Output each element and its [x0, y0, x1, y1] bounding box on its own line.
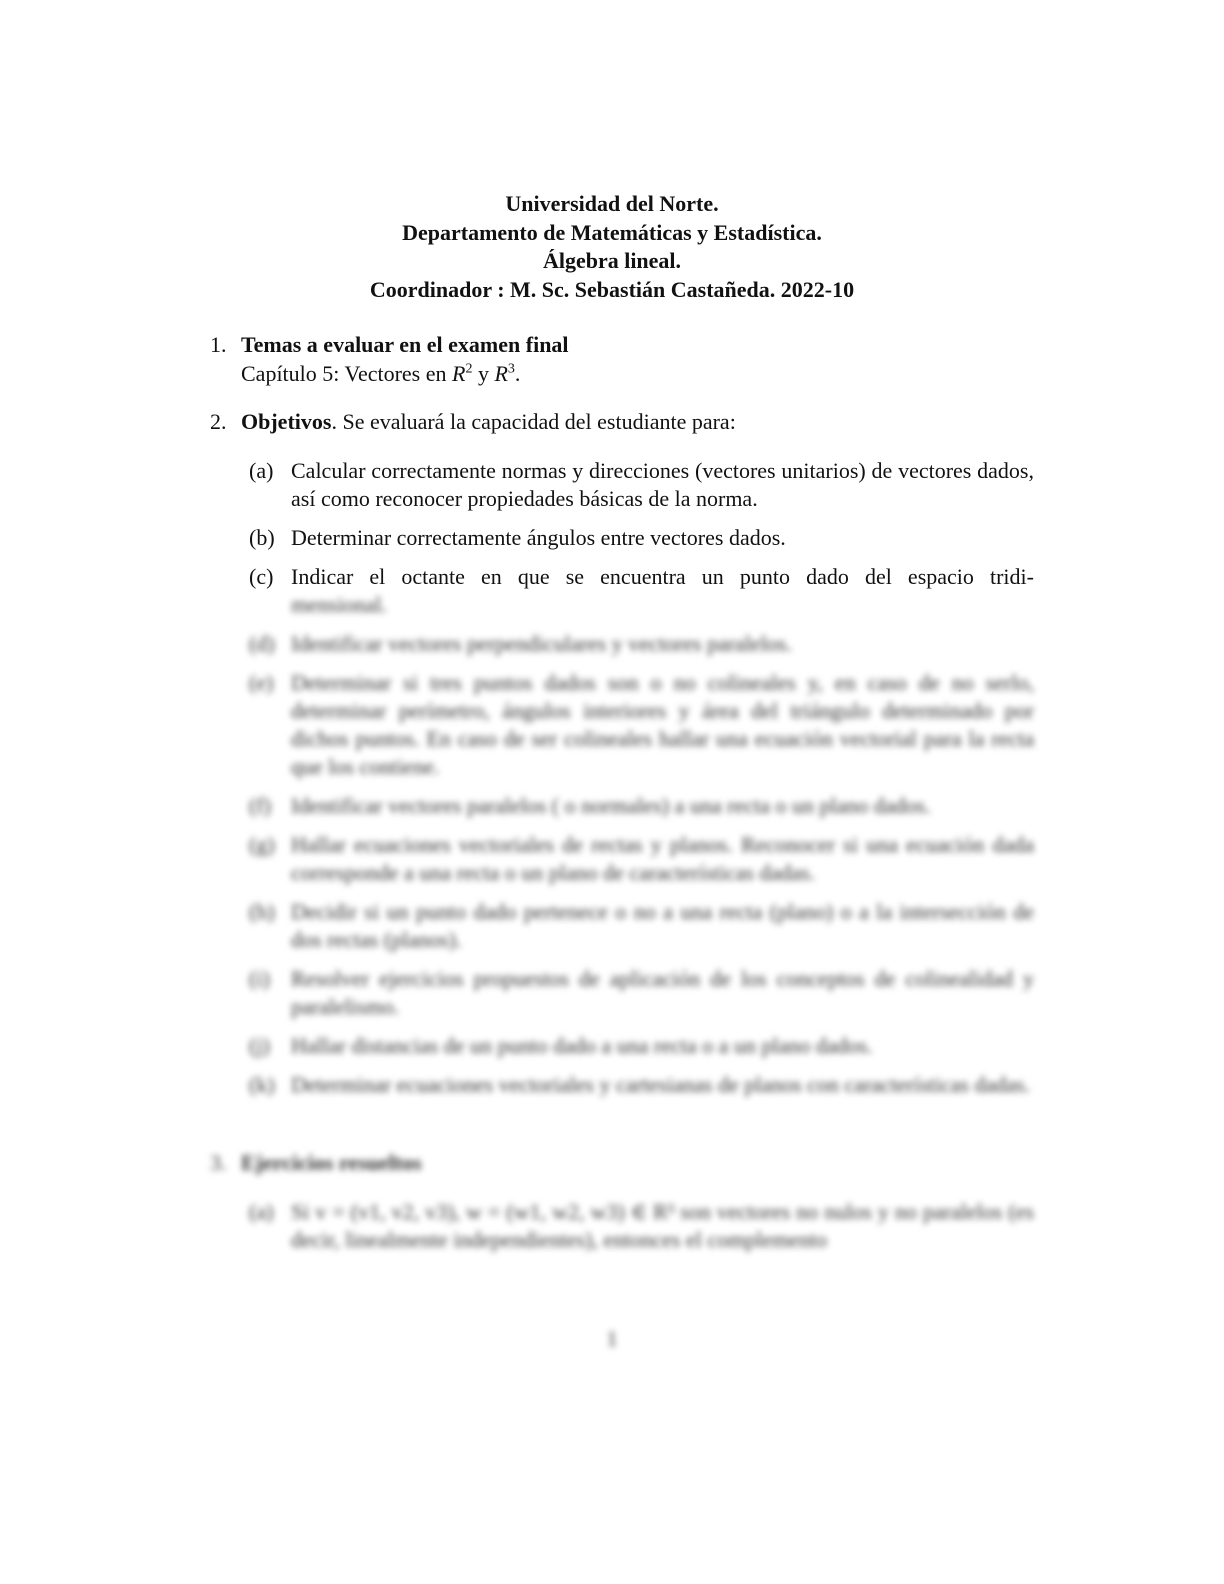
- item-text: Resolver ejercicios propuestos de aplicación de los conceptos de colinealidad y paralelismo.: [291, 965, 1034, 1019]
- item-text: Identificar vectores paralelos ( o normales) a una recta o un plano dados.: [291, 792, 931, 818]
- exponent: 2: [465, 361, 473, 377]
- item-text: Si v = (v1, v2, v3), w = (w1, w2, w3) ∈ R³ son vectores no nulos y no paralelos (es decir, linealmente independientes), entonces el complemento: [291, 1198, 1034, 1252]
- objective-item: [250, 831, 1034, 887]
- objective-item: [250, 1032, 1034, 1060]
- department-name: Departamento de Matemáticas y Estadística.: [402, 219, 822, 245]
- objective-item: [250, 630, 1034, 658]
- objective-item: [250, 524, 1034, 552]
- course-name: Álgebra lineal.: [542, 248, 682, 273]
- coordinator-line: Coordinador : M. Sc. Sebastián Castañeda. 2022-10: [369, 276, 855, 302]
- item-text: mensional.: [291, 591, 387, 617]
- r-symbol: R: [494, 360, 508, 386]
- section-topics: [210, 331, 1034, 388]
- item-text: Determinar ecuaciones vectoriales y cartesianas de planos con características dadas.: [291, 1071, 1031, 1097]
- objective-item: [250, 1071, 1034, 1099]
- document-header: [0, 190, 1224, 304]
- item-text: Calcular correctamente normas y direcciones (vectores unitarios) de vectores dados, así como reconocer propiedades básicas de la norma.: [291, 457, 1034, 511]
- item-text: Hallar distancias de un punto dado a una recta o a un plano dados.: [291, 1032, 873, 1058]
- objective-item: [250, 457, 1034, 513]
- item-label: (i): [249, 965, 270, 991]
- item-label: (f): [249, 792, 271, 818]
- objective-item: [250, 898, 1034, 954]
- item-label: (h): [249, 898, 275, 924]
- item-text: Identificar vectores perpendiculares y vectores paralelos.: [291, 630, 792, 656]
- item-text: Determinar correctamente ángulos entre vectores dados.: [291, 524, 786, 550]
- section-solved-exercises: [210, 1149, 1034, 1265]
- item-label: (b): [249, 524, 275, 550]
- chapter-text: Capítulo 5: Vectores en: [241, 360, 452, 386]
- item-text: Determinar si tres puntos dados son o no colineales y, en caso de no serlo, determinar perímetro, ángulos interiores y área del triángulo determinado por dichos puntos. En caso de ser colineales hallar una ecuación vectorial para la recta que los contiene.: [291, 669, 1034, 779]
- item-label: (g): [249, 831, 275, 857]
- section-title: Ejercicios resueltos: [241, 1150, 422, 1175]
- page-number: 1: [606, 1326, 618, 1351]
- period: .: [514, 360, 521, 386]
- objective-item: [250, 669, 1034, 781]
- objective-item: [250, 792, 1034, 820]
- conjunction: y: [472, 360, 495, 386]
- r-symbol: R: [452, 360, 466, 386]
- section-intro: . Se evaluará la capacidad del estudiante para:: [331, 409, 736, 434]
- section-number: 2.: [210, 409, 227, 434]
- item-label: (k): [249, 1071, 275, 1097]
- section-title: Temas a evaluar en el examen final: [241, 332, 569, 357]
- university-name: Universidad del Norte.: [505, 191, 719, 216]
- item-label: (e): [249, 669, 274, 695]
- exercise-item: [250, 1198, 1034, 1254]
- section-number: 1.: [210, 332, 227, 357]
- item-text: Indicar el octante en que se encuentra un punto dado del espacio tridi-: [291, 563, 1034, 589]
- objective-item-continuation: [250, 591, 1034, 619]
- item-label: (d): [249, 630, 275, 656]
- item-text: Hallar ecuaciones vectoriales de rectas y planos. Reconocer si una ecuación dada corresponde a una recta o un plano de características dadas.: [291, 831, 1034, 885]
- objective-item: [250, 563, 1034, 591]
- section-objectives: [210, 408, 1034, 1110]
- exponent: 3: [507, 361, 515, 377]
- item-label: (a): [249, 1198, 274, 1224]
- item-text: Decidir si un punto dado pertenece o no a una recta (plano) o a la intersección de dos rectas (planos).: [291, 898, 1034, 952]
- section-title: Objetivos: [241, 409, 332, 434]
- objective-item: [250, 965, 1034, 1021]
- item-label: (a): [249, 457, 274, 483]
- section-number: 3.: [210, 1150, 227, 1175]
- item-label: (j): [249, 1032, 270, 1058]
- item-label: (c): [249, 563, 274, 589]
